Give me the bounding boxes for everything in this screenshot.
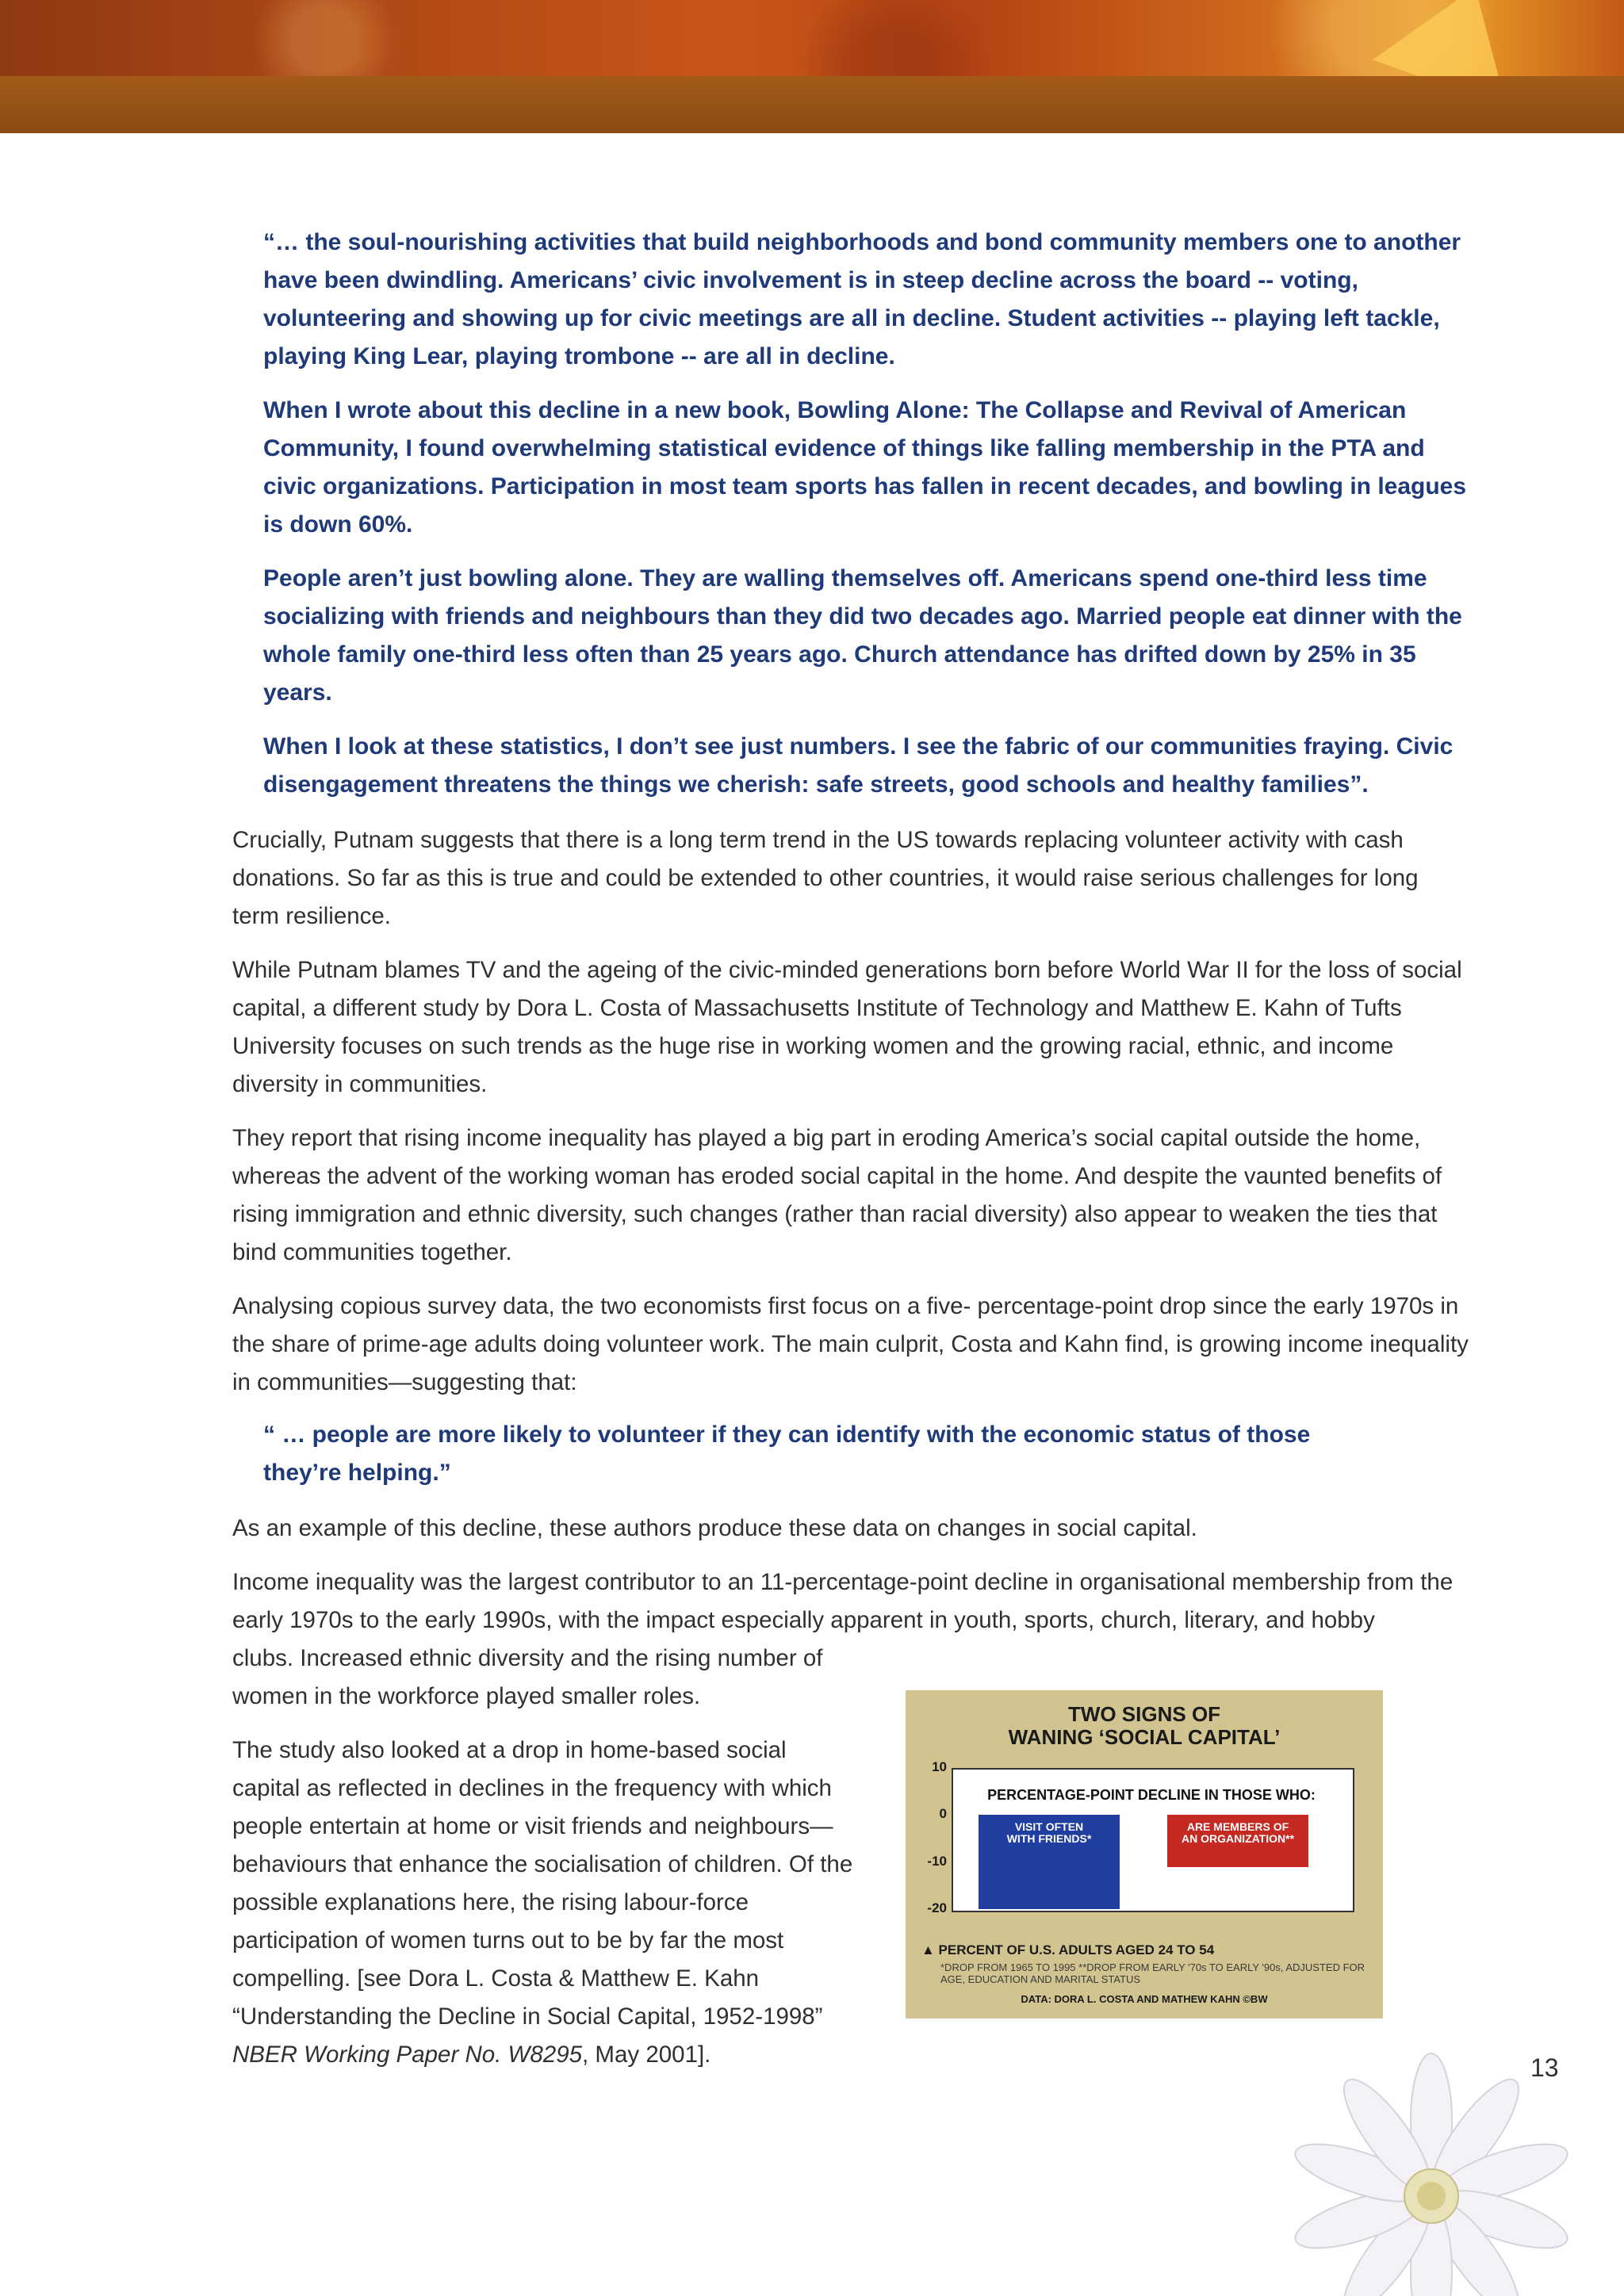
- quote-paragraph-4: When I look at these statistics, I don’t see just numbers. I see the fabric of our communities fraying. Civic disengagement threatens the things we cherish: safe streets, good schools and healthy families”.: [263, 733, 1454, 798]
- y-tick: 0: [939, 1806, 947, 1822]
- y-tick: 10: [932, 1759, 947, 1774]
- chart-title-line-2: WANING ‘SOCIAL CAPITAL’: [1008, 1725, 1281, 1749]
- bar-label-line: AN ORGANIZATION**: [1181, 1832, 1295, 1846]
- quote-paragraph-2: When I wrote about this decline in a new book, Bowling Alone: The Collapse and Revival of American Community, I found overwhelming statistical evidence of things like falling membership in the PTA and civic organizations. Participation in most team sports has fallen in recent decades, and bowling in leagues is down 60%.: [263, 397, 1467, 538]
- y-tick: -20: [927, 1900, 947, 1915]
- bar-label-organization-members: [1167, 1821, 1308, 1845]
- citation-date: , May 2001].: [582, 2042, 711, 2068]
- quote-paragraph-3: People aren’t just bowling alone. They are walling themselves off. Americans spend one-third less time socializing with friends and neighbours than they did two decades ago. Married people eat dinner with the whole family one-third less often than 25 years ago. Church attendance has drifted down by 25% in 35 years.: [263, 565, 1462, 706]
- y-tick: -10: [927, 1853, 947, 1869]
- header-banner: [0, 0, 1624, 133]
- quote-paragraph-1: “… the soul-nourishing activities that build neighborhoods and bond community members one to another have been dwindling. Americans’ civic involvement is in steep decline across the board -- voting, volunteering and showing up for civic meetings are all in decline. Student activities -- playing left tackle, playing King Lear, playing trombone -- are all in decline.: [263, 229, 1461, 369]
- social-capital-chart: [906, 1690, 1383, 2019]
- bar-label-line: WITH FRIENDS*: [1006, 1832, 1092, 1846]
- flower-decoration: [1269, 2030, 1610, 2296]
- body-paragraph-1: Crucially, Putnam suggests that there is a long term trend in the US towards replacing volunteer activity with cash donations. So far as this is true and could be extended to other countries, it would raise serious challenges for long term resilience.: [232, 827, 1419, 929]
- quote-paragraph-5: “ … people are more likely to volunteer if they can identify with the economic status of those they’re helping.”: [263, 1422, 1311, 1486]
- chart-footnote-main: ▲ PERCENT OF U.S. ADULTS AGED 24 TO 54: [921, 1942, 1215, 1957]
- bar-label-visit-friends: [979, 1821, 1120, 1845]
- body-paragraph-6b: clubs. Increased ethnic diversity and the rising number of women in the workforce played smaller roles.: [232, 1645, 823, 1709]
- chart-source: DATA: DORA L. COSTA AND MATHEW KAHN ©BW: [1021, 1993, 1268, 2005]
- body-paragraph-7-text: The study also looked at a drop in home-based social capital as reflected in declines in the frequency with which people entertain at home or visit friends and neighbours—behaviours that enhance the socialisation of children. Of the possible explanations here, the rising labour-force participation of women turns out to be by far the most compelling. [see Dora L. Costa & Matthew E. Kahn “Understanding the Decline in Social Capital, 1952-1998”: [232, 1737, 853, 2030]
- banner-strip: [0, 76, 1624, 133]
- body-paragraph-5: As an example of this decline, these authors produce these data on changes in social capital.: [232, 1515, 1197, 1541]
- citation-title: NBER Working Paper No. W8295: [232, 2042, 583, 2068]
- body-paragraph-7: [232, 1732, 859, 2074]
- chart-subtitle: PERCENTAGE-POINT DECLINE IN THOSE WHO:: [987, 1787, 1316, 1803]
- chart-title-line-1: TWO SIGNS OF: [1067, 1702, 1221, 1726]
- bar-label-line: VISIT OFTEN: [1014, 1820, 1084, 1834]
- chart-footnote-detail: *DROP FROM 1965 TO 1995 **DROP FROM EARLY '70s TO EARLY '90s, ADJUSTED FOR AGE, EDUCATION AND MARITAL STATUS: [940, 1961, 1365, 1985]
- page-number: 13: [1530, 2053, 1559, 2082]
- chart-title: [906, 1703, 1383, 1749]
- body-paragraph-2: While Putnam blames TV and the ageing of the civic-minded generations born before World War II for the loss of social capital, a different study by Dora L. Costa of Massachusetts Institute of Technology and Matthew E. Kahn of Tufts University focuses on such trends as the huge rise in working women and the growing racial, ethnic, and income diversity in communities.: [232, 957, 1462, 1097]
- flower-icon: [1269, 2030, 1610, 2296]
- body-paragraph-3: They report that rising income inequality has played a big part in eroding America’s social capital outside the home, whereas the advent of the working woman has eroded social capital in the home. And despite the vaunted benefits of rising immigration and ethnic diversity, such changes (rather than racial diversity) also appear to weaken the ties that bind communities together.: [232, 1125, 1442, 1265]
- body-paragraph-4: Analysing copious survey data, the two economists first focus on a five- percentage-point drop since the early 1970s in the share of prime-age adults doing volunteer work. The main culprit, Costa and Kahn find, is growing income inequality in communities—suggesting that:: [232, 1293, 1469, 1395]
- body-paragraph-6a: Income inequality was the largest contributor to an 11-percentage-point decline in organisational membership from the early 1970s to the early 1990s, with the impact especially apparent in youth, sports, church, literary, and hobby: [232, 1569, 1454, 1633]
- bar-label-line: ARE MEMBERS OF: [1186, 1820, 1289, 1834]
